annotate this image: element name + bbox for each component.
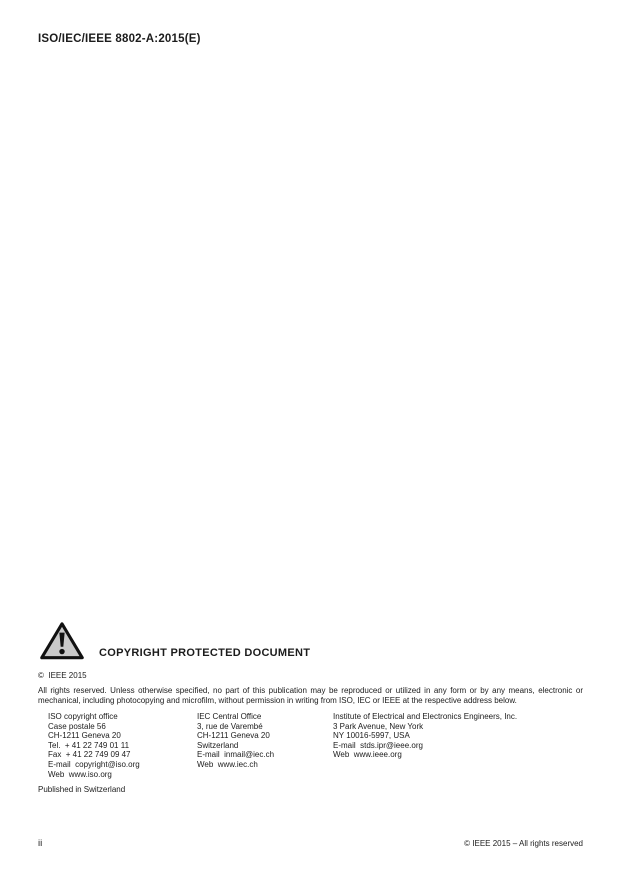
page-footer: [38, 838, 583, 849]
address-line: 3, rue de Varembé: [197, 721, 263, 731]
address-column-ieee: [333, 712, 583, 779]
address-line: 3 Park Avenue, New York: [333, 721, 424, 731]
address-line: E-mail stds.ipr@ieee.org: [333, 740, 423, 750]
address-line: ISO copyright office: [48, 712, 118, 721]
address-line: Web www.ieee.org: [333, 750, 402, 760]
copyright-body-text: All rights reserved. Unless otherwise specified, no part of this publication may be reproduced or utilized in any form or by any means, electronic or mechanical, including photocopying and microfilm, without permission in writing from ISO, IEC or IEEE at the respective address below.: [38, 686, 583, 705]
address-line: CH-1211 Geneva 20: [48, 731, 121, 741]
address-line: E-mail copyright@iso.org: [48, 759, 140, 769]
footer-copyright: © IEEE 2015 – All rights reserved: [464, 839, 583, 848]
address-line: NY 10016-5997, USA: [333, 731, 410, 741]
address-line: Case postale 56: [48, 721, 106, 731]
copyright-section-heading: COPYRIGHT PROTECTED DOCUMENT: [99, 647, 311, 659]
copyright-heading-row: [38, 620, 583, 662]
address-column-iec: [197, 712, 333, 779]
address-column-iso: [48, 712, 197, 779]
copyright-owner-line: © IEEE 2015: [38, 671, 87, 680]
document-number: ISO/IEC/IEEE 8802-A:2015(E): [38, 33, 201, 45]
page-number: ii: [38, 838, 43, 849]
address-columns: [38, 712, 583, 779]
warning-triangle-icon: [40, 621, 84, 661]
address-line: Institute of Electrical and Electronics Engineers, Inc.: [333, 712, 518, 721]
address-line: IEC Central Office: [197, 712, 262, 721]
page-header: [38, 33, 201, 45]
address-line: Web www.iec.ch: [197, 759, 258, 769]
published-line: Published in Switzerland: [38, 785, 126, 795]
address-line: Web www.iso.org: [48, 769, 112, 779]
address-line: Fax + 41 22 749 09 47: [48, 750, 131, 760]
address-line: E-mail inmail@iec.ch: [197, 750, 275, 760]
address-line: Tel. + 41 22 749 01 11: [48, 740, 130, 750]
copyright-section: [38, 620, 583, 794]
address-line: Switzerland: [197, 740, 239, 750]
address-line: CH-1211 Geneva 20: [197, 731, 270, 741]
